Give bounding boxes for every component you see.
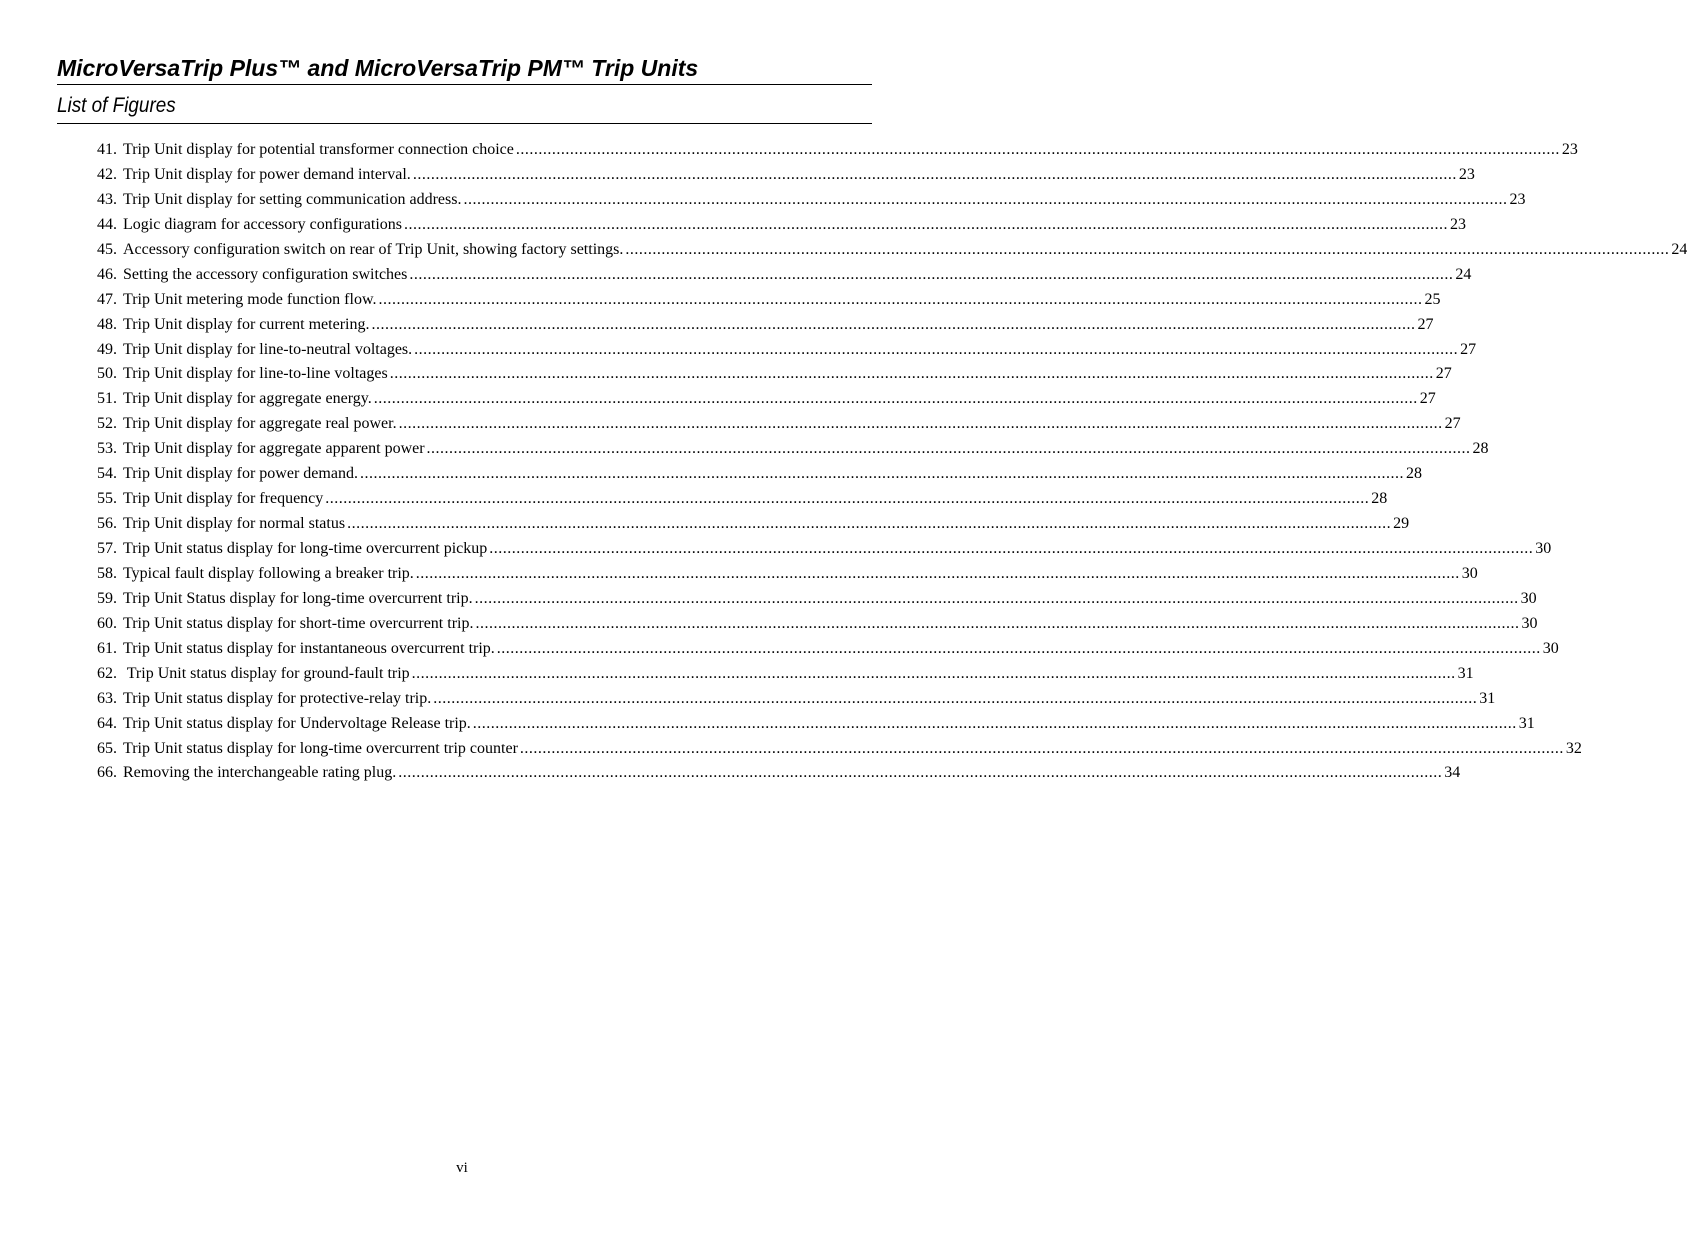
- dot-leader: [475, 612, 1519, 637]
- figure-page-number: 31: [1518, 714, 1535, 732]
- section-title: List of Figures: [57, 94, 176, 117]
- figure-caption: Trip Unit display for aggregate energy.: [123, 390, 372, 408]
- figure-caption: Trip Unit status display for protective-relay trip.: [123, 689, 432, 707]
- figure-caption: Trip Unit display for potential transformer connection choice: [123, 141, 514, 158]
- figure-page-number: 29: [1393, 515, 1410, 533]
- figure-page-number: 23: [1458, 165, 1475, 183]
- dot-leader: [398, 761, 1442, 786]
- figure-page-number: 28: [1405, 465, 1422, 483]
- figure-caption: Trip Unit display for power demand interval.: [123, 165, 411, 183]
- figure-entry[interactable]: [97, 288, 1441, 313]
- figure-number: 44.: [97, 215, 117, 233]
- figure-caption: Typical fault display following a breaker trip.: [123, 564, 414, 582]
- figure-entry[interactable]: [97, 163, 1475, 188]
- dot-leader: [360, 462, 1404, 487]
- figure-number: 63.: [97, 689, 117, 707]
- figure-page-number: 30: [1521, 614, 1538, 632]
- dot-leader: [412, 662, 1456, 687]
- figure-entry[interactable]: [97, 587, 1537, 612]
- figure-entry[interactable]: [97, 487, 1388, 512]
- figure-caption: Trip Unit display for frequency: [123, 490, 324, 508]
- figure-caption: Trip Unit status display for short-time overcurrent trip.: [123, 614, 474, 632]
- figure-caption: Trip Unit display for aggregate real power.: [123, 415, 397, 433]
- figure-entry[interactable]: [97, 712, 1535, 737]
- title-divider: [57, 84, 872, 85]
- dot-leader: [374, 387, 1418, 412]
- figure-entry[interactable]: [97, 188, 1526, 213]
- dot-leader: [325, 487, 1369, 512]
- figure-caption: Trip Unit Status display for long-time overcurrent trip.: [123, 589, 473, 607]
- figure-number: 59.: [97, 589, 117, 607]
- figure-entry[interactable]: [97, 437, 1489, 462]
- figure-page-number: 28: [1472, 440, 1489, 458]
- figure-entry[interactable]: [97, 412, 1461, 437]
- figure-number: 56.: [97, 515, 117, 533]
- figure-entry[interactable]: [97, 263, 1472, 288]
- figure-caption: Trip Unit display for power demand.: [123, 465, 358, 483]
- figure-page-number: 27: [1444, 415, 1461, 433]
- document-title: MicroVersaTrip Plus™ and MicroVersaTrip PM™ Trip Units: [57, 55, 699, 81]
- figure-entry[interactable]: [97, 213, 1467, 238]
- figure-caption: Trip Unit display for normal status: [123, 515, 346, 533]
- figure-page-number: 30: [1542, 639, 1559, 657]
- figure-number: 55.: [97, 490, 117, 508]
- figure-page-number: 28: [1371, 490, 1388, 508]
- dot-leader: [463, 188, 1507, 213]
- figure-page-number: 23: [1561, 141, 1578, 158]
- dot-leader: [413, 163, 1457, 188]
- figure-number: 58.: [97, 564, 117, 582]
- figure-number: 46.: [97, 265, 117, 283]
- figure-page-number: 30: [1535, 540, 1552, 557]
- figure-entry[interactable]: [97, 737, 1582, 762]
- figure-number: 48.: [97, 315, 117, 333]
- dot-leader: [475, 587, 1519, 612]
- figure-entry[interactable]: [97, 761, 1461, 786]
- figure-entry[interactable]: [97, 462, 1422, 487]
- figure-caption: Trip Unit status display for Undervoltage Release trip.: [123, 714, 471, 732]
- dot-leader: [489, 537, 1533, 562]
- figure-number: 47.: [97, 290, 117, 308]
- figure-caption: Accessory configuration switch on rear of Trip Unit, showing factory settings.: [123, 240, 624, 258]
- figure-caption: Trip Unit status display for long-time overcurrent trip counter: [123, 739, 518, 757]
- figure-entry[interactable]: [97, 138, 1578, 163]
- figure-entry[interactable]: [97, 313, 1434, 338]
- figure-number: 50.: [97, 365, 117, 383]
- figure-number: 45.: [97, 240, 117, 258]
- figure-entry[interactable]: [97, 662, 1474, 687]
- figure-entry[interactable]: [97, 387, 1436, 412]
- figure-page-number: 27: [1460, 340, 1477, 358]
- figure-number: 51.: [97, 390, 117, 408]
- figure-caption: Trip Unit display for line-to-line voltages: [123, 365, 388, 383]
- figure-page-number: 27: [1435, 365, 1452, 383]
- figure-number: 60.: [97, 614, 117, 632]
- figure-page-number: 30: [1461, 564, 1478, 582]
- dot-leader: [427, 437, 1471, 462]
- dot-leader: [516, 138, 1560, 163]
- page-number: vi: [456, 1160, 468, 1176]
- figure-number: 43.: [97, 190, 117, 208]
- figure-page-number: 23: [1450, 215, 1467, 233]
- dot-leader: [520, 737, 1564, 762]
- figure-entry[interactable]: [97, 338, 1477, 363]
- figure-page-number: 31: [1479, 689, 1496, 707]
- figure-entry[interactable]: [97, 362, 1452, 387]
- figure-number: 61.: [97, 639, 117, 657]
- figure-caption: Setting the accessory configuration switches: [123, 265, 408, 283]
- dot-leader: [378, 288, 1422, 313]
- figure-entry[interactable]: [97, 512, 1410, 537]
- figure-page-number: 32: [1565, 739, 1582, 757]
- figure-page-number: 27: [1417, 315, 1434, 333]
- figure-number: 52.: [97, 415, 117, 433]
- dot-leader: [390, 362, 1434, 387]
- figure-entry[interactable]: [97, 562, 1478, 587]
- dot-leader: [625, 238, 1669, 263]
- dot-leader: [414, 338, 1458, 363]
- figure-caption: Trip Unit display for setting communication address.: [123, 190, 462, 208]
- dot-leader: [433, 687, 1477, 712]
- figure-entry[interactable]: [97, 637, 1559, 662]
- figure-number: 64.: [97, 714, 117, 732]
- figure-page-number: 27: [1419, 390, 1436, 408]
- figure-number: 42.: [97, 165, 117, 183]
- figure-caption: Removing the interchangeable rating plug.: [123, 764, 397, 782]
- figure-list: [97, 138, 1687, 786]
- figure-entry[interactable]: [97, 687, 1496, 712]
- section-divider: [57, 123, 872, 124]
- figure-entry[interactable]: [97, 537, 1552, 562]
- figure-entry[interactable]: [97, 612, 1538, 637]
- figure-number: 53.: [97, 440, 117, 458]
- figure-number: 65.: [97, 739, 117, 757]
- figure-page-number: 23: [1509, 190, 1526, 208]
- figure-caption: Trip Unit display for line-to-neutral voltages.: [123, 340, 413, 358]
- figure-page-number: 24: [1455, 265, 1472, 283]
- dot-leader: [497, 637, 1541, 662]
- figure-page-number: 31: [1457, 664, 1474, 682]
- dot-leader: [347, 512, 1391, 537]
- dot-leader: [371, 313, 1415, 338]
- figure-caption: Trip Unit display for current metering.: [123, 315, 370, 333]
- figure-caption: Trip Unit status display for instantaneous overcurrent trip.: [123, 639, 495, 657]
- figure-number: 54.: [97, 465, 117, 483]
- figure-number: 57.: [97, 540, 117, 557]
- figure-caption: Trip Unit status display for ground-fault trip: [123, 664, 410, 682]
- figure-number: 49.: [97, 340, 117, 358]
- figure-number: 62.: [97, 664, 117, 682]
- dot-leader: [409, 263, 1453, 288]
- figure-number: 66.: [97, 764, 117, 782]
- dot-leader: [416, 562, 1460, 587]
- figure-number: 41.: [97, 141, 117, 158]
- figure-page-number: 24: [1671, 240, 1687, 258]
- figure-entry[interactable]: [97, 238, 1687, 263]
- figure-caption: Trip Unit status display for long-time overcurrent pickup: [123, 540, 488, 557]
- figure-caption: Trip Unit metering mode function flow.: [123, 290, 377, 308]
- dot-leader: [399, 412, 1443, 437]
- dot-leader: [473, 712, 1517, 737]
- figure-page-number: 30: [1520, 589, 1537, 607]
- figure-caption: Trip Unit display for aggregate apparent power: [123, 440, 425, 458]
- figure-page-number: 25: [1424, 290, 1441, 308]
- figure-caption: Logic diagram for accessory configurations: [123, 215, 403, 233]
- figure-page-number: 34: [1444, 764, 1461, 782]
- dot-leader: [404, 213, 1448, 238]
